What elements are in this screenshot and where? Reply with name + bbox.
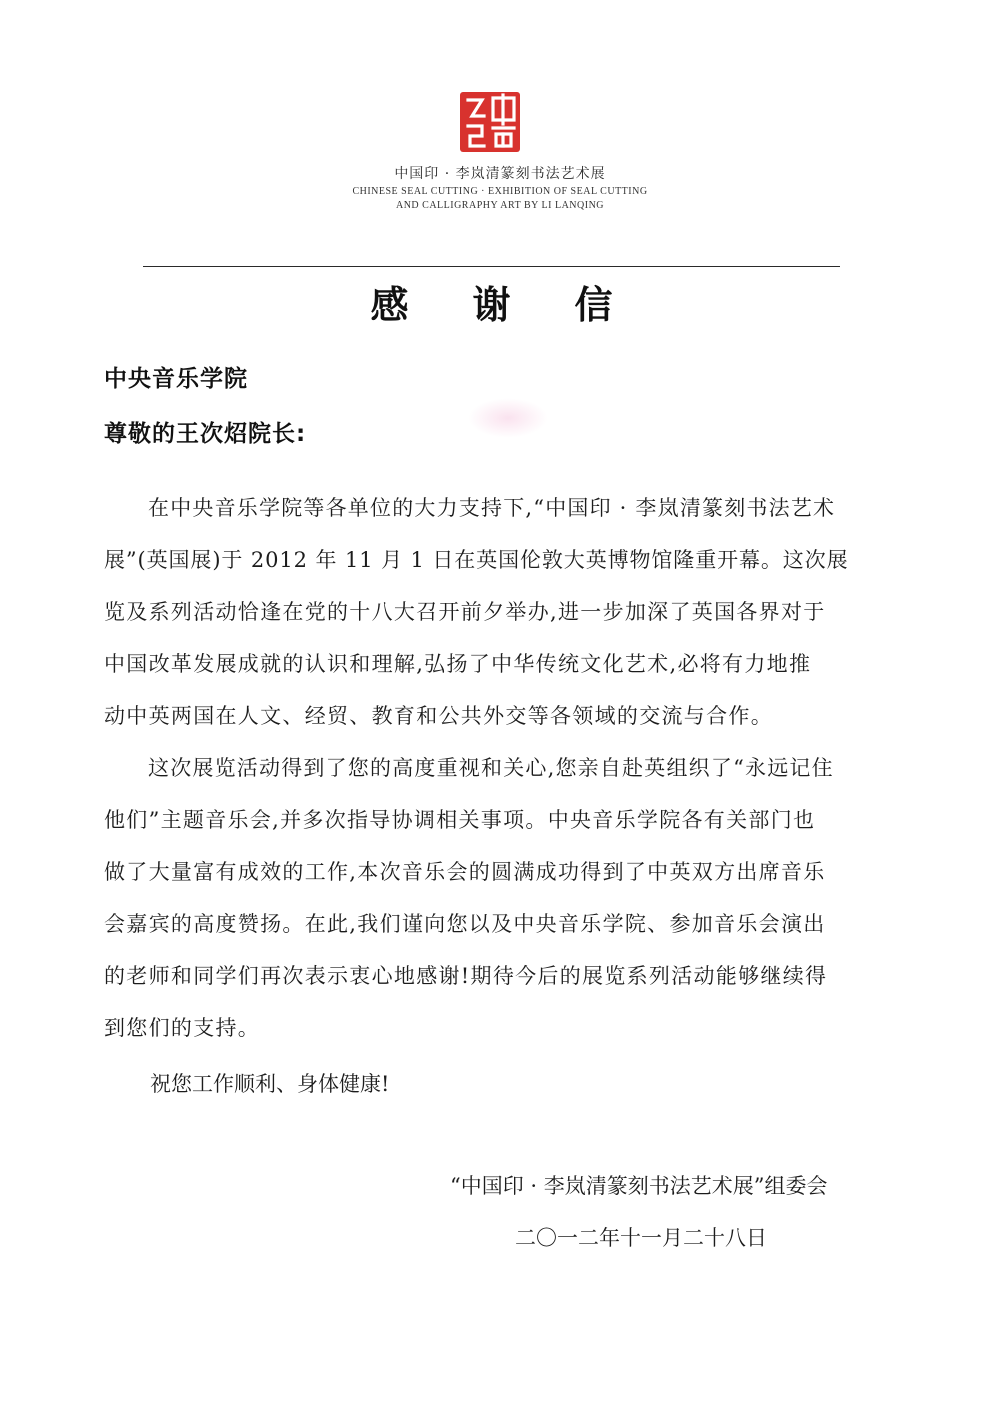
- exhibition-title-cn: 中国印 · 李岚清篆刻书法艺术展: [394, 166, 606, 182]
- recipient-salutation: 尊敬的王次炤院长:: [104, 421, 307, 447]
- red-seal-icon: [460, 92, 520, 152]
- exhibition-title-en-line2: AND CALLIGRAPHY ART BY LI LANQING: [395, 200, 605, 211]
- exhibition-title-en-line1: CHINESE SEAL CUTTING · EXHIBITION OF SEAL CUTTING: [352, 186, 648, 197]
- body-line: 他们”主题音乐会,并多次指导协调相关事项。中央音乐学院各有关部门也: [104, 808, 816, 832]
- signature-organization: “中国印 · 李岚清篆刻书法艺术展”组委会: [450, 1174, 828, 1198]
- closing-wishes: 祝您工作顺利、身体健康!: [150, 1072, 390, 1096]
- seal-logo: [460, 92, 520, 152]
- header-divider: [143, 266, 840, 267]
- body-line: 会嘉宾的高度赞扬。在此,我们谨向您以及中央音乐学院、参加音乐会演出: [104, 912, 826, 936]
- recipient-institution: 中央音乐学院: [104, 366, 248, 392]
- body-line: 这次展览活动得到了您的高度重视和关心,您亲自赴英组织了“永远记住: [148, 756, 834, 780]
- letter-title: 感谢信: [370, 283, 677, 327]
- body-line: 展”(英国展)于 2012 年 11 月 1 日在英国伦敦大英博物馆隆重开幕。这次展: [104, 548, 849, 572]
- body-line: 的老师和同学们再次表示衷心地感谢!期待今后的展览系列活动能够继续得: [104, 964, 828, 988]
- body-line: 到您们的支持。: [104, 1016, 261, 1040]
- signature-date: 二〇一二年十一月二十八日: [515, 1226, 767, 1250]
- body-line: 动中英两国在人文、经贸、教育和公共外交等各领域的交流与合作。: [104, 704, 773, 728]
- body-line: 做了大量富有成效的工作,本次音乐会的圆满成功得到了中英双方出席音乐: [104, 860, 826, 884]
- body-line: 在中央音乐学院等各单位的大力支持下,“中国印 · 李岚清篆刻书法艺术: [148, 496, 836, 520]
- body-line: 览及系列活动恰逢在党的十八大召开前夕举办,进一步加深了英国各界对于: [104, 600, 826, 624]
- ink-stain: [468, 398, 548, 438]
- body-line: 中国改革发展成就的认识和理解,弘扬了中华传统文化艺术,必将有力地推: [104, 652, 812, 676]
